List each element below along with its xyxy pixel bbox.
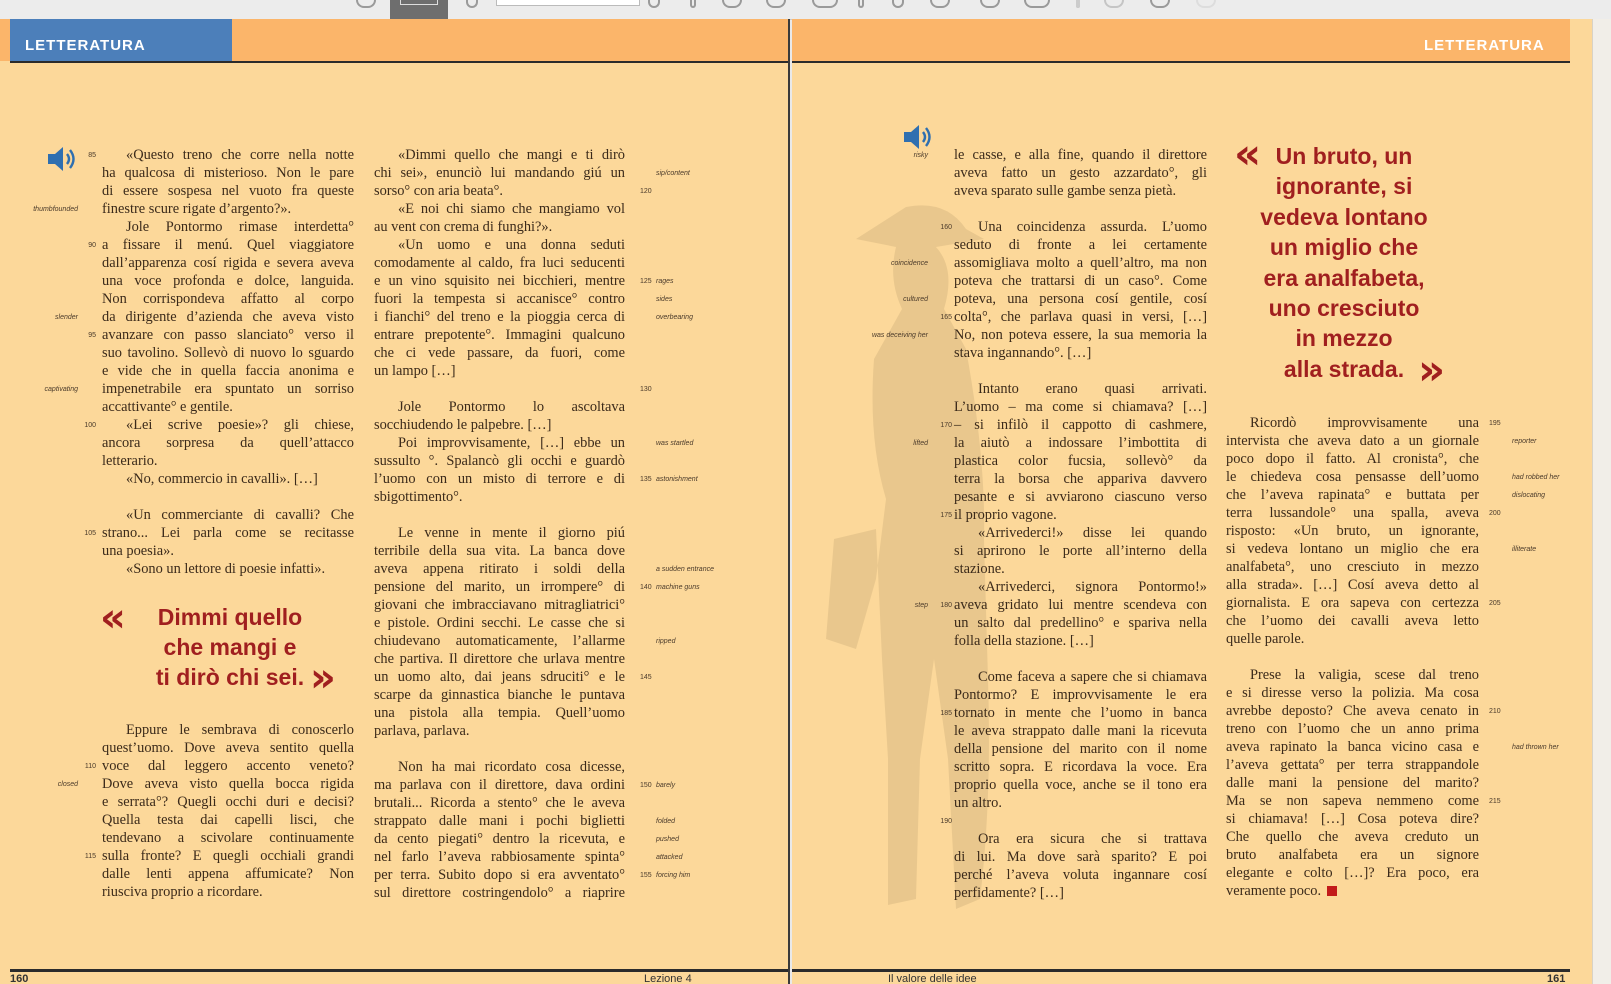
text-line: veramente poco. — [1226, 882, 1479, 900]
line-number: 135 — [640, 476, 652, 483]
text-column-3 — [954, 146, 1207, 902]
text-line: i fianchi° del treno e la pioggia cerca di — [374, 309, 625, 325]
text-line: chi sei», enunciò lui mandando giú un — [374, 165, 625, 181]
text-line: giornalista. E ora sapeva con certezza — [1226, 595, 1479, 611]
zoom-out-icon[interactable] — [722, 0, 742, 8]
footer-title: Lezione 4 — [644, 973, 692, 984]
gloss-note: illiterate — [1512, 546, 1537, 553]
text-line: e un vino squisito nei bicchieri, mentre — [374, 273, 625, 289]
text-line: terribile della sua vita. La banca dove — [374, 543, 625, 559]
paragraph-gap — [954, 812, 1207, 830]
text-line: riusciva proprio a ricordare. — [102, 884, 263, 900]
open-quote-icon: « — [1234, 129, 1262, 178]
text-line: Eppure le sembrava di conoscerlo — [126, 722, 354, 738]
paragraph-gap — [1226, 648, 1479, 666]
text-line: Poi improvvisamente, […] ebbe un — [398, 435, 625, 451]
text-line: impenetrabile era spuntato un sorriso — [102, 381, 354, 397]
footer-title: Il valore delle idee — [888, 973, 977, 984]
gloss-note: slender — [55, 314, 78, 321]
text-line: la aiutò a indossare l’imbottita di — [954, 435, 1207, 451]
line-number: 145 — [640, 674, 652, 681]
text-line: quest’uomo. Dove aveva sentito quella — [102, 740, 354, 756]
paragraph-gap — [374, 740, 625, 758]
text-line: tornato in mente che l’uomo in banca — [954, 705, 1207, 721]
gloss-note: overbearing — [656, 314, 693, 321]
text-line: «Arrivederci!» disse lei quando — [978, 525, 1207, 541]
text-line: a fissare il menú. Quel viaggiatore — [102, 237, 354, 253]
line-number: 210 — [1489, 708, 1501, 715]
pull-quote-line: che mangi e — [163, 634, 297, 660]
two-page-view-button[interactable] — [390, 0, 448, 19]
text-line: da cento piegati° dentro la ricevuta, e — [374, 831, 625, 847]
footer-rule — [10, 969, 788, 972]
zoom-in-icon[interactable] — [766, 0, 786, 8]
text-line: letterario. — [102, 453, 158, 469]
section-tag — [10, 19, 232, 61]
gloss-note: attacked — [656, 854, 683, 861]
gloss-note: had thrown her — [1512, 744, 1559, 751]
gloss-note: sides — [656, 296, 673, 303]
text-line: stazione. — [954, 561, 1005, 577]
text-line: sussulto °. Spalancò gli occhi e guardò — [374, 453, 625, 469]
text-line: che l’uomo dei cavalli aveva letto — [1226, 613, 1479, 629]
text-line: Ora era sicura che si trattava — [978, 831, 1207, 847]
gloss-note: astonishment — [656, 476, 698, 483]
text-line: pensione del marito, un irrompere° di — [374, 579, 625, 595]
gloss-note: barely — [656, 782, 676, 789]
text-line: si chiamava! […] Cosa poteva dire? — [1226, 811, 1479, 827]
header-rule — [10, 61, 788, 63]
header-rule — [792, 61, 1570, 63]
text-line: avrebbe deposto? Che aveva cenato in — [1226, 703, 1479, 719]
text-line: un altro. — [954, 795, 1002, 811]
text-line: elegante e colto […]? Era poco, era — [1226, 865, 1479, 881]
text-line: intervista che aveva dato a un giornale — [1226, 433, 1479, 449]
text-line: poco dopo il fatto. Al cronista°, che — [1226, 451, 1479, 467]
text-line: Una coincidenza assurda. L’uomo — [978, 219, 1207, 235]
section-title: LETTERATURA — [25, 37, 146, 54]
text-line: suo tavolino. Sollevò di nuovo lo sguardo — [102, 345, 354, 361]
text-line: «Lei scrive poesie»? gli chiese, — [126, 417, 354, 433]
text-line: «No, commercio in cavalli». […] — [126, 471, 318, 487]
text-line: si aprirono le porte all’interno della — [954, 543, 1207, 559]
circle-icon[interactable] — [1104, 0, 1124, 8]
pull-quote-line: un miglio che — [1269, 234, 1419, 261]
text-line: «Sono un lettore di poesie infatti». — [126, 561, 326, 577]
text-line: colta°, che parlava quasi in versi, […] — [954, 309, 1207, 325]
text-line: ancora sorpresa da quell’attacco — [102, 435, 354, 451]
gloss-note: dislocating — [1512, 492, 1546, 499]
paragraph-gap — [954, 200, 1207, 218]
gloss-note: cultured — [903, 296, 928, 303]
text-line: dalle mani la pensione del marito? — [1226, 775, 1479, 791]
text-line: voce dal leggero accento veneto? — [102, 758, 354, 774]
text-line: – si infilò il cappotto di cashmere, — [954, 417, 1207, 433]
text-line: di essere sospesa nel vuoto fra queste — [102, 183, 354, 199]
text-line: Dove aveva visto quella bocca rigida — [102, 776, 354, 792]
line-number: 215 — [1489, 798, 1501, 805]
section-title: LETTERATURA — [1424, 37, 1545, 54]
text-line: strano... Lei parla come se recitasse — [102, 525, 354, 541]
text-line: sulla fronte? E quegli occhiali grandi — [102, 848, 354, 864]
page-number: 161 — [1547, 973, 1566, 984]
gloss-note: step — [914, 602, 928, 609]
text-line: au vent con crema di funghi?». — [374, 219, 553, 235]
line-number: 195 — [1489, 420, 1501, 427]
text-line: assomigliava molto a quell’altro, ma non — [954, 255, 1207, 271]
text-line: brutali... Ricorda a stento° che le aveva — [374, 795, 625, 811]
text-line: che ci vede passare, da fuori, come — [374, 345, 625, 361]
text-line: accattivante° e gentile. — [102, 399, 233, 415]
bookmark-icon[interactable] — [892, 0, 904, 8]
line-number: 110 — [84, 763, 96, 770]
text-line: plastica color fucsia, sollevò° da — [954, 453, 1207, 469]
text-line: proprio quella voce, anche se il tono era — [954, 777, 1207, 793]
gear-icon[interactable] — [930, 0, 950, 8]
gloss-note: coincidence — [891, 260, 928, 267]
text-line: giovani che imbracciavano mitragliatrici° — [374, 597, 625, 613]
text-line: una poesia». — [102, 543, 174, 559]
text-line: tendevano a scivolare continuamente — [102, 830, 354, 846]
gloss-note: reporter — [1512, 438, 1537, 445]
text-line: aveva appena ritirato i soldi della — [374, 561, 625, 577]
gloss-note: had robbed her — [1512, 474, 1560, 481]
search-icon[interactable] — [980, 0, 1000, 8]
text-line: aveva gridato lui mentre scendeva con — [954, 597, 1207, 613]
text-column-2 — [374, 146, 625, 902]
text-line: ma parlava con il direttore, dava ordini — [374, 777, 625, 793]
line-number: 120 — [640, 188, 652, 195]
text-line: e vide che in quella faccia anonima e — [102, 363, 354, 379]
text-line: «Arrivederci, signora Pontormo!» — [978, 579, 1207, 595]
text-line: un salto dal predellino° e spariva nella — [954, 615, 1207, 631]
pull-quote-line: uno cresciuto — [1268, 295, 1420, 322]
text-line: le chiedeva cosa pensasse dell’uomo — [1226, 469, 1479, 485]
paragraph-gap — [374, 380, 625, 398]
text-line: dalle lenti appena affumicate? Non — [102, 866, 354, 882]
text-line: finestre scure rigate d’argento?». — [102, 201, 292, 217]
line-number: 190 — [940, 818, 952, 825]
gloss-note: forcing him — [656, 872, 691, 879]
gloss-note: lifted — [913, 440, 928, 447]
gloss-note: thumbfounded — [33, 206, 78, 213]
text-line: seduto di fronte a lei certamente — [954, 237, 1207, 253]
fit-width-icon[interactable] — [812, 0, 838, 8]
gloss-note: a sudden entrance — [656, 566, 714, 573]
footer-rule — [792, 969, 1570, 972]
text-line: ha qualcosa di misterioso. Non le pare — [102, 165, 354, 181]
text-line: terra la borsa che appariva davvero — [954, 471, 1207, 487]
text-line: aveva fatto un gesto azzardato°, gli — [954, 165, 1207, 181]
text-line: fuori la tempesta si accanisce° contro — [374, 291, 625, 307]
text-line: un lampo […] — [374, 363, 456, 379]
text-line: il proprio vagone. — [954, 507, 1057, 523]
text-line: Pontormo? E improvvisamente le era — [954, 687, 1207, 703]
gloss-note: machine guns — [656, 584, 700, 591]
text-line: e serrata°? Quegli occhi duri e decisi? — [102, 794, 354, 810]
line-number: 115 — [84, 853, 96, 860]
text-line: e pistole. Ordini secchi. Le casse che si — [374, 615, 625, 631]
line-number: 185 — [940, 710, 952, 717]
text-line: aveva rapinato la banca vicino casa e — [1226, 739, 1479, 755]
page-number: 160 — [10, 973, 29, 984]
line-number: 165 — [940, 314, 952, 321]
text-line: l’aveva gettata° per terra strappandole — [1226, 757, 1479, 773]
gloss-note: was startled — [656, 440, 694, 447]
text-line: Come faceva a sapere che si chiamava — [978, 669, 1207, 685]
right-page — [792, 19, 1592, 984]
pull-quote-line: ignorante, si — [1275, 173, 1413, 200]
line-number: 105 — [84, 530, 96, 537]
text-line: «Questo treno che corre nella notte — [126, 147, 354, 163]
text-line: pesante e si avviarono ciascuno verso — [954, 489, 1207, 505]
line-number: 100 — [84, 422, 96, 429]
text-line: Prese la valigia, scese dal treno — [1250, 667, 1479, 683]
text-line: socchiudendo le palpebre. […] — [374, 417, 552, 433]
text-line: Quella testa dai capelli lisci, che — [102, 812, 354, 828]
gloss-note: captivating — [44, 386, 78, 393]
text-line: bruto analfabeta era un signore — [1226, 847, 1479, 863]
text-line: di lui. Ma dove sarà sparito? E poi — [954, 849, 1207, 865]
line-number: 175 — [940, 512, 952, 519]
page-number-input[interactable] — [496, 0, 640, 6]
text-line: perfidamente? […] — [954, 885, 1064, 901]
text-line: Non corrispondeva affatto al corpo — [102, 291, 354, 307]
gloss-note: closed — [57, 781, 78, 788]
gloss-note: risky — [913, 152, 928, 159]
paragraph-gap — [102, 488, 354, 506]
text-line: strappato dalle mani i pochi biglietti — [374, 813, 625, 829]
text-line: quelle parole. — [1226, 631, 1305, 647]
pull-quote-line: ti dirò chi sei. — [155, 664, 305, 690]
vertical-scrollbar[interactable] — [1592, 19, 1611, 984]
line-number: 205 — [1489, 600, 1501, 607]
text-line: chiudevano automaticamente, l’allarme — [374, 633, 625, 649]
line-number: 200 — [1489, 510, 1501, 517]
text-line: per terra. Subito dopo si era avventato° — [374, 867, 625, 883]
text-line: che partiva. Il direttore che urlava mentre — [374, 651, 625, 667]
text-line: si vedeva lontano un miglio che era — [1226, 541, 1479, 557]
close-quote-icon: » — [1418, 345, 1446, 394]
audio-speaker-icon[interactable] — [902, 123, 936, 151]
gloss-note: was deceiving her — [871, 332, 928, 339]
two-page-icon — [400, 0, 438, 5]
text-line: Ma se non sapeva nemmeno come — [1226, 793, 1479, 809]
text-column-1 — [102, 146, 354, 578]
text-line: treno con l’uomo che un anno prima — [1226, 721, 1479, 737]
text-line: e si diresse verso la polizia. Ma cosa — [1226, 685, 1479, 701]
text-line: da dirigente d’azienda che aveva visto — [102, 309, 354, 325]
close-quote-icon: » — [310, 655, 336, 701]
text-line: una voce profonda e dolce, languida. — [102, 273, 354, 289]
text-line: entrare prepotente°. Immagini qualcuno — [374, 327, 625, 343]
text-line: alla strada». […] Cosí aveva detto al — [1226, 577, 1479, 593]
line-number: 85 — [88, 152, 96, 159]
paragraph-gap — [374, 506, 625, 524]
audio-speaker-icon[interactable] — [46, 145, 80, 173]
pull-quote-line: era analfabeta, — [1263, 264, 1425, 291]
text-line: parlava, parlava. — [374, 723, 470, 739]
text-line: «Un commerciante di cavalli? Che — [126, 507, 354, 523]
circle-icon[interactable] — [1196, 0, 1216, 8]
pull-quote-line: alla strada. — [1283, 355, 1405, 382]
cursor-icon[interactable] — [690, 0, 696, 8]
text-line: una pistola alla tempia. Quell’uomo — [374, 705, 625, 721]
text-line: nel farlo l’aveva rabbiosamente spinta° — [374, 849, 625, 865]
gloss-note: folded — [656, 818, 676, 825]
prev-page-icon[interactable] — [466, 0, 478, 8]
text-line: avanzare con passo slanciato° verso il — [102, 327, 354, 343]
line-number: 170 — [940, 422, 952, 429]
text-line: No, non poteva essere, la sua memoria la — [954, 327, 1207, 343]
line-number: 130 — [640, 386, 652, 393]
line-number: 180 — [940, 602, 952, 609]
line-number: 160 — [940, 224, 952, 231]
line-number: 150 — [640, 782, 652, 789]
line-number: 95 — [88, 332, 96, 339]
text-line: scritto sopra. E ricordava la voce. Era — [954, 759, 1207, 775]
text-line: aveva sparato sulle gambe senza pietà. — [954, 183, 1177, 199]
text-line: della pensione del marito con il nome — [954, 741, 1207, 757]
text-line: le casse, e alla fine, quando il direttore — [954, 147, 1207, 163]
text-line: Ricordò improvvisamente una — [1250, 415, 1479, 431]
paragraph-gap — [954, 362, 1207, 380]
text-line: Le venne in mente il giorno piú — [398, 525, 625, 541]
text-line: Jole Pontormo rimase interdetta° — [126, 219, 354, 235]
line-number: 90 — [88, 242, 96, 249]
text-line: sul direttore costringendolo° a riaprire — [374, 885, 625, 901]
text-line: L’uomo – ma come si chiamava? […] — [954, 399, 1207, 415]
text-line: sorso° con aria beata°. — [374, 183, 503, 199]
text-line: Intanto erano quasi arrivati. — [978, 381, 1207, 397]
text-line: comodamente al caldo, fra luci seducenti — [374, 255, 625, 271]
viewer-toolbar — [0, 0, 1611, 20]
text-line: perché l’aveva voluta ingannare cosí — [954, 867, 1207, 883]
pull-quote-line: Dimmi quello — [157, 604, 303, 630]
text-line: che l’aveva rapinata° e buttata per — [1226, 487, 1479, 503]
gloss-note: ripped — [656, 638, 676, 645]
left-page — [0, 19, 790, 984]
circle-icon[interactable] — [1150, 0, 1170, 8]
text-line: poteva, una persona cosí gentile, cosí — [954, 291, 1207, 307]
text-line: le aveva strappato dalle mani la ricevuta — [954, 723, 1207, 739]
text-line: poteva che trattarsi di un caso°. Come — [954, 273, 1207, 289]
text-line: dall’apparenza cosí rigida e severa aveva — [102, 255, 354, 271]
line-number: 155 — [640, 872, 652, 879]
next-page-icon[interactable] — [648, 0, 660, 8]
text-line: Non ha mai ricordato cosa dicesse, — [398, 759, 625, 775]
text-line: scarpe da ginnastica bianche le puntava — [374, 687, 625, 703]
text-line: «Un uomo e una donna seduti — [398, 237, 625, 253]
gloss-note: pushed — [656, 836, 679, 843]
text-column-1-bottom — [102, 721, 354, 901]
pull-quote-line: Un bruto, un — [1275, 143, 1413, 169]
pointer-icon[interactable] — [858, 0, 864, 8]
text-line: analfabeta°, uno cresciuto in mezzo — [1226, 559, 1479, 575]
text-line: sbigottimento°. — [374, 489, 463, 505]
text-line: «Dimmi quello che mangi e ti dirò — [398, 147, 625, 163]
text-line: Che quello che aveva creduto un — [1226, 829, 1479, 845]
copy-icon[interactable] — [1024, 0, 1050, 8]
text-line: risposto: «Un bruto, un ignorante, — [1226, 523, 1479, 539]
text-line: «E noi chi siamo che mangiamo vol — [398, 201, 625, 217]
gloss-note: rages — [656, 278, 674, 285]
text-line: folla della stazione. […] — [954, 633, 1094, 649]
paragraph-gap — [954, 650, 1207, 668]
text-line: stava ingannando°. […] — [954, 345, 1092, 361]
text-line: un uomo alto, dai jeans sdruciti° e le — [374, 669, 625, 685]
text-line: l’uomo con un misto di terrore e di — [374, 471, 625, 487]
line-number: 140 — [640, 584, 652, 591]
text-column-4 — [1226, 414, 1479, 900]
text-line: terra lussandole° una spalla, aveva — [1226, 505, 1479, 521]
line-number: 125 — [640, 278, 652, 285]
gloss-note: sip/content — [656, 170, 690, 177]
text-line: Jole Pontormo lo ascoltava — [398, 399, 625, 415]
pull-quote-line: vedeva lontano — [1260, 203, 1428, 230]
pull-quote-line: in mezzo — [1295, 325, 1393, 352]
divider-icon — [1076, 0, 1080, 8]
single-page-icon[interactable] — [356, 0, 376, 8]
open-quote-icon: « — [100, 595, 126, 641]
end-mark-icon — [1327, 886, 1337, 896]
